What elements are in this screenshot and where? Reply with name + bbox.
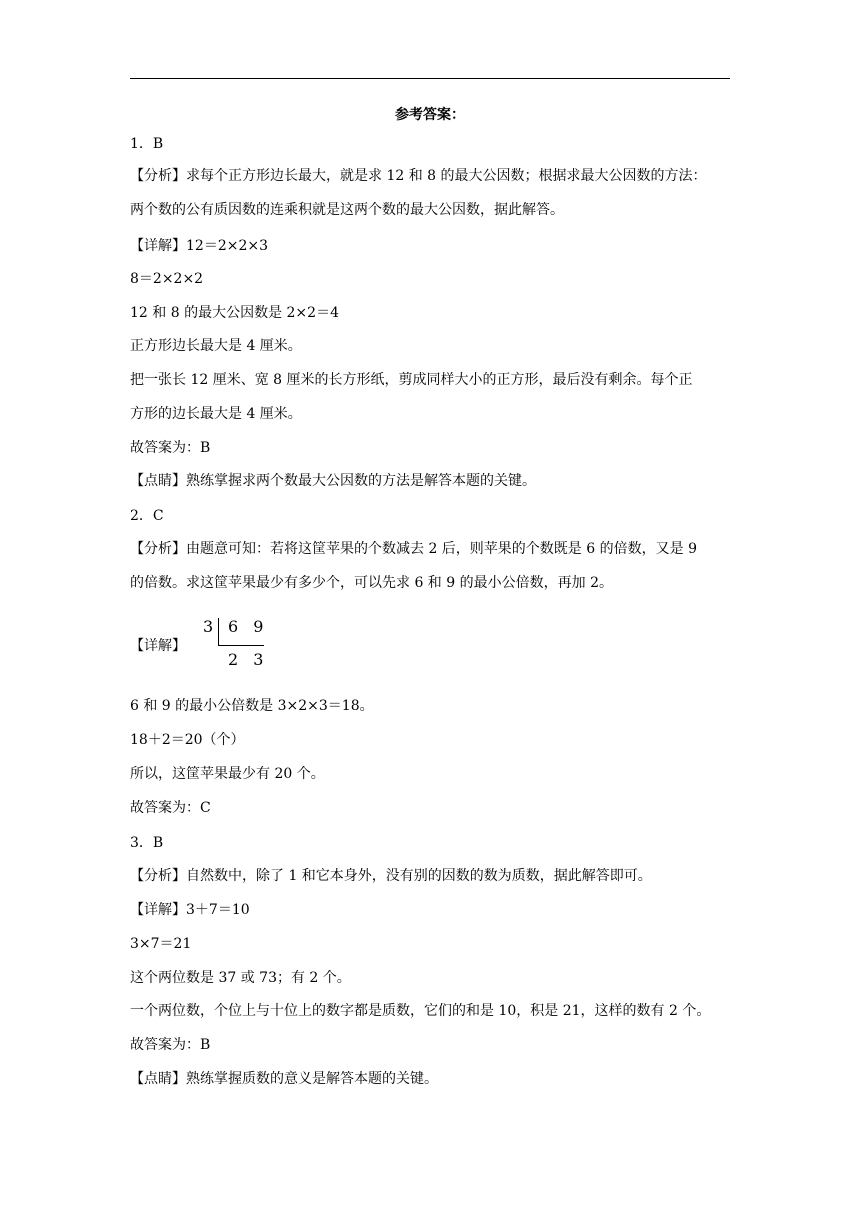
answer-2-detail-line: 6 和 9 的最小公倍数是 3×2×3＝18。 [130, 698, 374, 714]
answer-2-detail-line: 所以，这筐苹果最少有 20 个。 [130, 766, 325, 782]
answer-2-analysis: 【分析】由题意可知：若将这筐苹果的个数减去 2 后，则苹果的个数既是 6 的倍数，又是 9 [130, 541, 697, 557]
answer-title: 参考答案： [395, 107, 465, 123]
answer-3-tip: 【点睛】熟练掌握质数的意义是解答本题的关键。 [130, 1071, 438, 1087]
division-bracket-horizontal [218, 645, 264, 646]
answer-1-detail-line: 正方形边长最大是 4 厘米。 [130, 338, 302, 354]
answer-1-analysis-cont: 两个数的公有质因数的连乘积就是这两个数的最大公因数，据此解答。 [130, 202, 564, 218]
answer-1-choice: 1．B [130, 136, 164, 152]
answer-1-detail: 【详解】12＝2×2×3 [130, 238, 268, 254]
answer-1-tip: 【点睛】熟练掌握求两个数最大公因数的方法是解答本题的关键。 [130, 473, 536, 489]
answer-1-detail-line: 方形的边长最大是 4 厘米。 [130, 406, 302, 422]
short-division-figure [130, 612, 290, 672]
division-bracket-vertical [218, 618, 219, 645]
answer-2-analysis-cont: 的倍数。求这筐苹果最少有多少个，可以先求 6 和 9 的最小公倍数，再加 2。 [130, 575, 613, 591]
answer-2-detail-line: 18＋2＝20（个） [130, 732, 245, 748]
division-divisor: 3 [203, 617, 214, 636]
answer-2-choice: 2．C [130, 508, 164, 524]
answer-3-detail-line: 这个两位数是 37 或 73；有 2 个。 [130, 970, 351, 986]
header-rule [130, 78, 730, 79]
division-quotient: 2 3 [228, 650, 269, 669]
answer-2-conclusion: 故答案为：C [130, 800, 211, 816]
answer-3-detail-line: 3×7＝21 [130, 936, 192, 952]
answer-1-conclusion: 故答案为：B [130, 440, 211, 456]
answer-3-detail: 【详解】3＋7＝10 [130, 902, 250, 918]
answer-1-detail-line: 把一张长 12 厘米、宽 8 厘米的长方形纸，剪成同样大小的正方形，最后没有剩余。每个正 [130, 372, 693, 388]
division-dividend: 6 9 [228, 617, 269, 636]
answer-3-choice: 3．B [130, 835, 164, 851]
answer-3-conclusion: 故答案为：B [130, 1037, 211, 1053]
answer-3-detail-line: 一个两位数，个位上与十位上的数字都是质数，它们的和是 10，积是 21，这样的数有 2 个。 [130, 1003, 711, 1019]
answer-1-detail-line: 12 和 8 的最大公因数是 2×2＝4 [130, 305, 339, 321]
answer-1-analysis: 【分析】求每个正方形边长最大，就是求 12 和 8 的最大公因数；根据求最大公因数的方法： [130, 168, 707, 184]
answer-1-detail-line: 8＝2×2×2 [130, 271, 204, 287]
detail-label: 【详解】 [130, 638, 186, 654]
answer-3-analysis: 【分析】自然数中，除了 1 和它本身外，没有别的因数的数为质数，据此解答即可。 [130, 868, 652, 884]
